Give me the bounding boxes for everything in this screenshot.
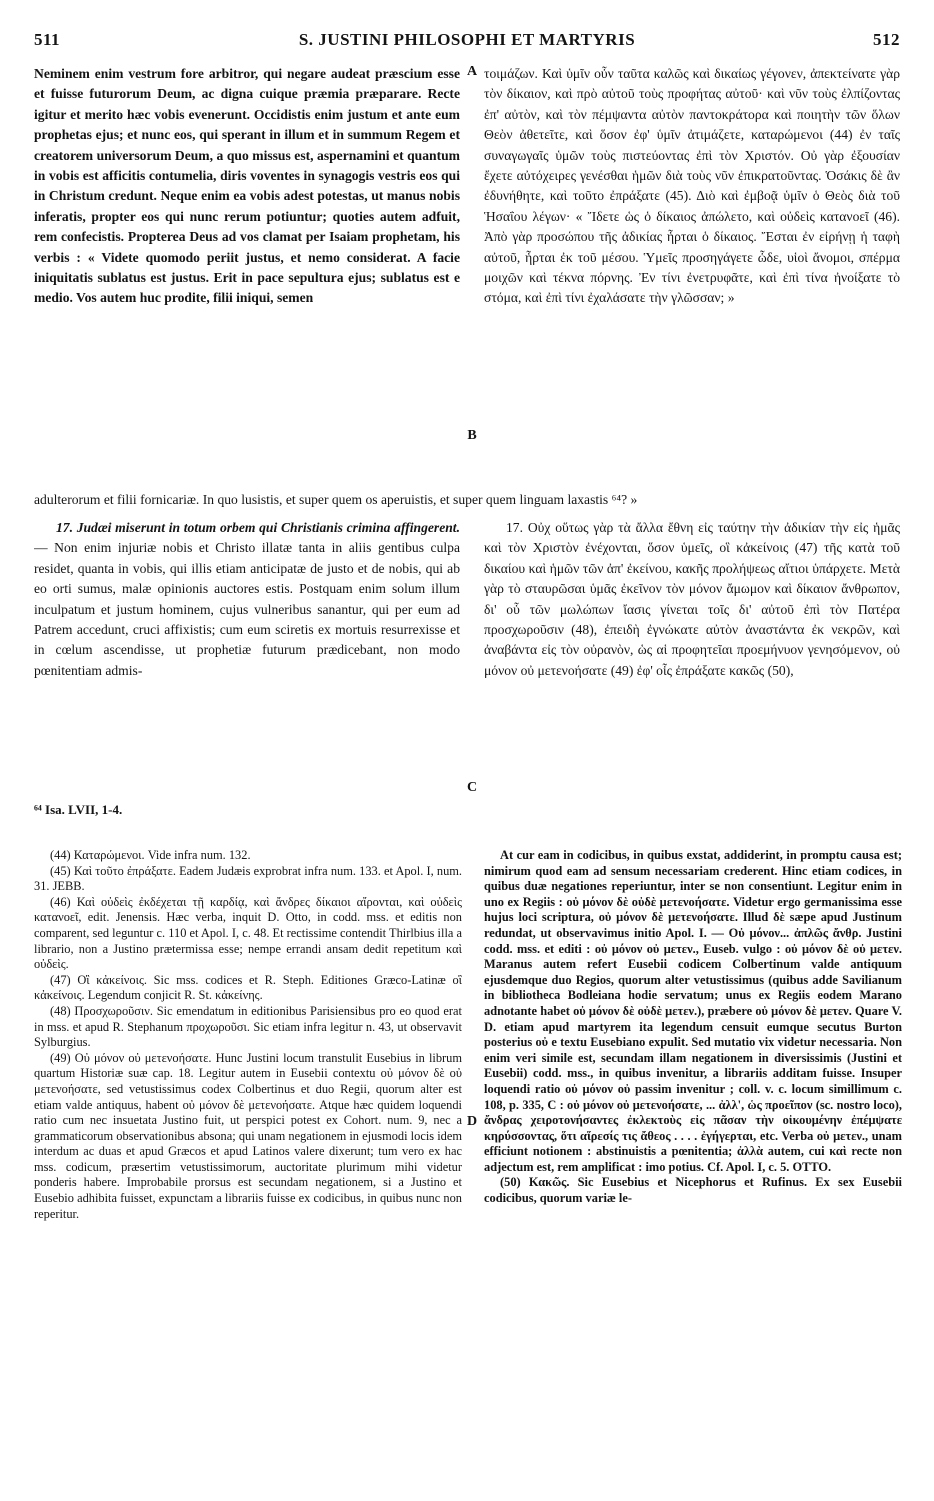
scripture-reference: ⁶⁴ Isa. LVII, 1-4. — [34, 802, 123, 817]
section-marker-c: C — [466, 780, 478, 795]
section-marker-b: B — [467, 428, 477, 443]
section-marker-a: A — [466, 64, 478, 79]
greek-chapter-17-paragraph: 17. Οὐχ οὕτως γὰρ τὰ ἄλλα ἔθνη εἰς ταύτην τὴν ἀδικίαν τὴν εἰς ἡμᾶς καὶ τὸν Χριστὸν ἐνέχονται, ὅσον ὑμεῖς, οἳ κἀκείνοις (47) τῆς κατὰ τοῦ δικαίου καὶ ἡμῶν τῶν ἀπ' ἐκείνου, κακῆς προλήψεως αἴτιοι ὑπάρχετε. Μετὰ γὰρ τὸ σταυρῶσαι ὑμᾶς ἐκεῖνον τὸν μόνον ἄμωμον καὶ δίκαιον ἄνθρωπον, δι' οὗ τῶν μωλώπων ἴασις γίνεται τοῖς δι' αὐτοῦ ἐπὶ τὸν Πατέρα προσχωροῦσιν (48), ἐπειδὴ ἐγνώκατε αὐτὸν ἀναστάντα ἐκ νεκρῶν, καὶ ἀναβάντα εἰς τὸν οὐρανὸν, ὡς αἱ προφητεῖαι προεμήνυον γενησόμενον, οὐ μόνον οὐ μετενοήσατε (49) ἐφ' οἷς ἐπράξατε κακῶς (50), — [484, 520, 900, 678]
page-number-right: 512 — [873, 30, 900, 49]
latin-paragraph: Neminem enim vestrum fore arbitror, qui negare audeat præscium esse et fuisse futurorum Deum, ac digna cuique præmia præparare. Recte igitur et merito hæc vobis evenerunt. Occidistis enim justum et ante eum prophetas ejus; et nunc eos, qui sperant in illum et in summum Regem et creatorem universorum Deum, a quo missus est, aspernamini et quantum in vobis est afficitis contumelia, diris voventes in synagogis vestris eos qui in Christum credunt. Neque enim ea vobis adest potestas, ut manus nobis inferatis, propter eos qui nunc rerum potiuntur; quoties autem adfuit, rem confecistis. Propterea Deus ad vos clamat per Isaiam prophetam, his verbis : « Videte quomodo periit justus, et nemo considerat. A facie iniquitatis sublatus est justus. Erit in pace sepultura ejus; sublatus est e medio. Vos autem huc prodite, filii iniqui, semen — [34, 66, 460, 306]
footnote: (49) Οὐ μόνον οὐ μετενοήσατε. Hunc Justini locum transtulit Eusebius in librum quartum Historiæ suæ cap. 18. Legitur autem in Eusebii contextu οὐ μόνον δὲ οὐ μετενοήσατε, sed vetustissimus codex Colbertinus et duo Regii, quorum alter est etiam valde antiquus, habent οὐ μόνον δὲ μετενοήσατε. Atque hæc quidem loquendi ratio cum nec insuetata Justino fuit, ut perspici potest ex Cohort. num. 9, nec a grammaticorum observationibus absona; qui unam negationem in ejusmodi locis idem interdum ac duas et apud Græcos et apud Latinos valere dixerunt; tum vero ex hac mss. codicum, præsertim vetustissimorum, auctoritate plurimum mihi videtur ponderis habere. Improbabile prorsus est secundam negationem, si a Justino et Eusebio adhibita fuisset, expunctam a librariis fuisse ex codicibus, in quibus nunc non reperitur. — [34, 1050, 462, 1221]
footnote: (50) Κακῶς. Sic Eusebius et Nicephorus et Rufinus. Ex sex Eusebii codicibus, quorum variæ le- — [484, 1175, 902, 1206]
latin-chapter-17-paragraph — [34, 518, 460, 681]
page-header — [34, 30, 900, 58]
footnote: (48) Προσχωροῦσιν. Sic emendatum in editionibus Parisiensibus pro eo quod erat in mss. et apud R. Stephanum προχωροῦσι. Sic etiam infra legitur n. 43, ut observavit Sylburgius. — [34, 1003, 462, 1050]
footnote: (47) Οἳ κἀκείνοις. Sic mss. codices et R. Steph. Editiones Græco-Latinæ οἳ κἀκείνοις. Legendum conjicit R. St. κἀκείνης. — [34, 972, 462, 1003]
chapter-17-latin-text: — Non enim injuriæ nobis et Christo illatæ tanta in aliis gentibus culpa residet, quanta in vobis, qui illis etiam anticipatæ de justo et de nobis, qui ab eo orti sumus, malæ opinionis auctores estis. Postquam enim solum illum inculpatum et justum hominem, cujus vulneribus sanantur, qui per eum ad Patrem accedunt, cruci affixistis; cum eum sciretis ex mortuis resurrexisse et in cœlum ascendisse, ut prophetiæ futurum prædicebant, non modo pœnitentiam admis- — [34, 540, 460, 678]
greek-column-top — [484, 64, 900, 490]
footnotes-left — [34, 848, 462, 1488]
greek-paragraph: τοιμάζων. Καὶ ὑμῖν οὖν ταῦτα καλῶς καὶ δικαίως γέγονεν, ἀπεκτείνατε γὰρ τὸν δίκαιον, καὶ πρὸ αὐτοῦ τοὺς προφήτας αὐτοῦ· καὶ νῦν τοὺς ἐλπίζοντας ἐπ' αὐτὸν, καὶ τὸν πέμψαντα αὐτὸν παντοκράτορα καὶ ποιητὴν τῶν ὅλων Θεὸν ἀθετεῖτε, καὶ ὅσον ἐφ' ὑμῖν ἀτιμάζετε, καταρώμενοι (44) ἐν ταῖς συναγωγαῖς ὑμῶν τοὺς πιστεύοντας ἐπὶ τὸν Χριστόν. Οὐ γὰρ ἐξουσίαν ἔχετε αὐτόχειρες γενέσθαι ἡμῶν διὰ τοὺς νῦν ἐπικρατοῦντας. Ὁσάκις δὲ ἂν ἐδυνήθητε, καὶ τοῦτο ἐπράξατε (45). Διὸ καὶ ἐμβοᾷ ὑμῖν ὁ Θεὸς διὰ τοῦ Ἡσαΐου λέγων· « Ἴδετε ὡς ὁ δίκαιος ἀπώλετο, καὶ οὐδεὶς κατανοεῖ (46). Ἀπὸ γὰρ προσώπου τῆς ἀδικίας ἦρται ὁ δίκαιος. Ἔσται ἐν εἰρήνῃ ἡ ταφὴ αὐτοῦ, ἦρται ἐκ τοῦ μέσου. Ὑμεῖς προσηγάγετε ὧδε, υἱοὶ ἄνομοι, σπέρμα μοιχῶν καὶ τέκνα πόρνης. Ἐν τίνι ἐνετρυφᾶτε, καὶ ἐπὶ τίνα ἠνοίξατε τὸ στόμα, καὶ ἐπὶ τίνι ἐχαλάσατε τὴν γλῶσσαν; » — [484, 66, 900, 306]
footnote: (46) Καὶ οὐδεὶς ἐκδέχεται τῇ καρδίᾳ, καὶ ἄνδρες δίκαιοι αἴρονται, καὶ οὐδεὶς κατανοεῖ, edit. Jenensis. Hæc verba, inquit D. Otto, in codd. mss. et editis non comparent, sed leguntur c. 110 et Apol. I, c. 48. Et rectissime contendit Thirlbius illa a librario, non a Justino prætermissa esse; nempe errandi ansam dedit repetitum καὶ οὐδεὶς. — [34, 894, 462, 972]
chapter-17-heading: 17. Judæi miserunt in totum orbem qui Christianis crimina affingerent. — [56, 520, 460, 535]
footnote: (44) Καταρώμενοι. Vide infra num. 132. — [50, 848, 251, 862]
footnote: (45) Καὶ τοῦτο ἐπράξατε. Eadem Judæis exprobrat infra num. 133. et Apol. I, num. 31. JEBB. — [34, 863, 462, 894]
running-title: S. JUSTINI PHILOSOPHI ET MARTYRIS — [298, 30, 636, 49]
page-number-left: 511 — [34, 30, 61, 49]
greek-chapter-17 — [484, 518, 900, 818]
latin-chapter-17 — [34, 518, 460, 818]
spanning-line — [34, 490, 900, 510]
footnotes-right — [484, 848, 902, 1488]
spanning-line-text: adulterorum et filii fornicariæ. In quo lusistis, et super quem os aperuistis, et super quem linguam laxastis ⁶⁴? » — [34, 492, 638, 507]
section-marker-d: D — [466, 1114, 478, 1129]
footnote-continuation: At cur eam in codicibus, in quibus exstat, addiderint, in promptu causa est; nimirum quod eam ad sensum necessariam crederent. Hinc etiam codices, in quibus duæ negationes reperiuntur, inter se non consentiunt. Legitur enim in uno ex Regiis : οὐ μόνον δὲ οὐδὲ μετενοήσατε. Videtur ergo germanissima esse hujus loci scriptura, οὐ μόνον δὲ μετενοήσατε. Illud δὲ sæpe apud Justinum redundat, ut observavimus initio Apol. I. — Οὐ μόνον... ἀπλῶς ἄνθρ. Justini codd. mss. et editi : οὐ μόνον οὐ μετεν., Euseb. vulgo : οὐ μόνον δὲ οὐ μετεν. Maranus autem refert Eusebii codicem Colbertinum valde antiquum ejusdemque duo Regios, quorum alter vetustissimus (quibus adde Savilianum in bibliotheca Bodleiana hodie servatum; unus ex Regiis eodem Marano adnotante habet οὐ μόνον δὲ οὐδὲ μετεν.), præbere οὐ μόνον δὲ μετεν. Quare V. D. etiam apud martyrem ita legendum censuit eumque secutus Burton posterius οὐ e textu Eusebiano expulit. Sed mutatio vix videtur necessaria. Non enim veri simile est, secundam illam negationem in diversissimis (Justini et Eusebii) codd. mss., in quibus invenitur, a librariis additam fuisse. Insuper loquendi ratio οὐ μόνον οὐ passim invenitur ; coll. v. c. locum simillimum c. 108, p. 335, C : οὐ μόνον οὐ μετενοήσατε, ... ἀλλ', ὡς προεῖπον (sc. nostro loco), ἄνδρας χειροτονήσαντες ἐκλεκτοὺς εἰς πᾶσαν τὴν οἰκουμένην ἐπέμψατε κηρύσσοντας, ὅτι αἵρεσίς τις ἄθεος . . . . ἐγήγερται, etc. Verba οὐ μετεν., unam efficiunt notionem : abstinuistis a pœnitentia; ἀλλὰ autem, cui καὶ recte non adjectum est, rem amplificat : imo potius. Cf. Apol. I, c. 5. OTTO. — [484, 848, 902, 1174]
latin-column-top — [34, 64, 460, 490]
